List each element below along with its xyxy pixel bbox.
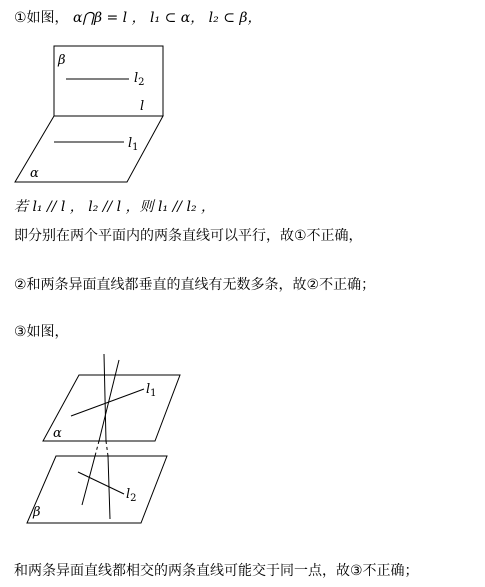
item1-conclusion: 即分别在两个平面内的两条直线可以平行，故①不正确， xyxy=(14,228,363,244)
transversal-1-hidden xyxy=(106,441,108,456)
item1-marker: ①如图， xyxy=(14,10,69,26)
plane-beta xyxy=(27,456,167,523)
item1-condition: α⋂β = l ， l₁ ⊂ α， l₂ ⊂ β， xyxy=(73,10,262,26)
label-beta: β xyxy=(33,505,41,520)
item3-header: ③如图， xyxy=(14,324,69,340)
label-beta: β xyxy=(58,53,66,68)
item3-conclusion: 和两条异面直线都相交的两条直线可能交于同一点，故③不正确； xyxy=(14,563,419,579)
line-l1 xyxy=(71,389,144,416)
transversal-2-hidden xyxy=(95,441,99,456)
label-l: l xyxy=(140,99,145,114)
plane-alpha xyxy=(43,375,180,441)
transversal-2-upper xyxy=(99,360,119,441)
label-l1: $l_1$ xyxy=(128,136,139,153)
label-alpha: α xyxy=(53,426,62,441)
label-l2: $l_2$ xyxy=(134,71,145,88)
line-l2 xyxy=(78,472,124,494)
label-alpha: α xyxy=(30,166,39,181)
transversal-2-lower xyxy=(82,456,95,505)
label-l1: $l_1$ xyxy=(146,382,157,399)
transversal-1-upper xyxy=(104,354,106,441)
item1-if-line: 若 l₁ // l ， l₂ // l ，则 l₁ // l₂ ， xyxy=(14,199,216,215)
label-l2: $l_2$ xyxy=(126,487,137,504)
item2-text: ②和两条异面直线都垂直的直线有无数多条，故②不正确； xyxy=(14,277,376,293)
